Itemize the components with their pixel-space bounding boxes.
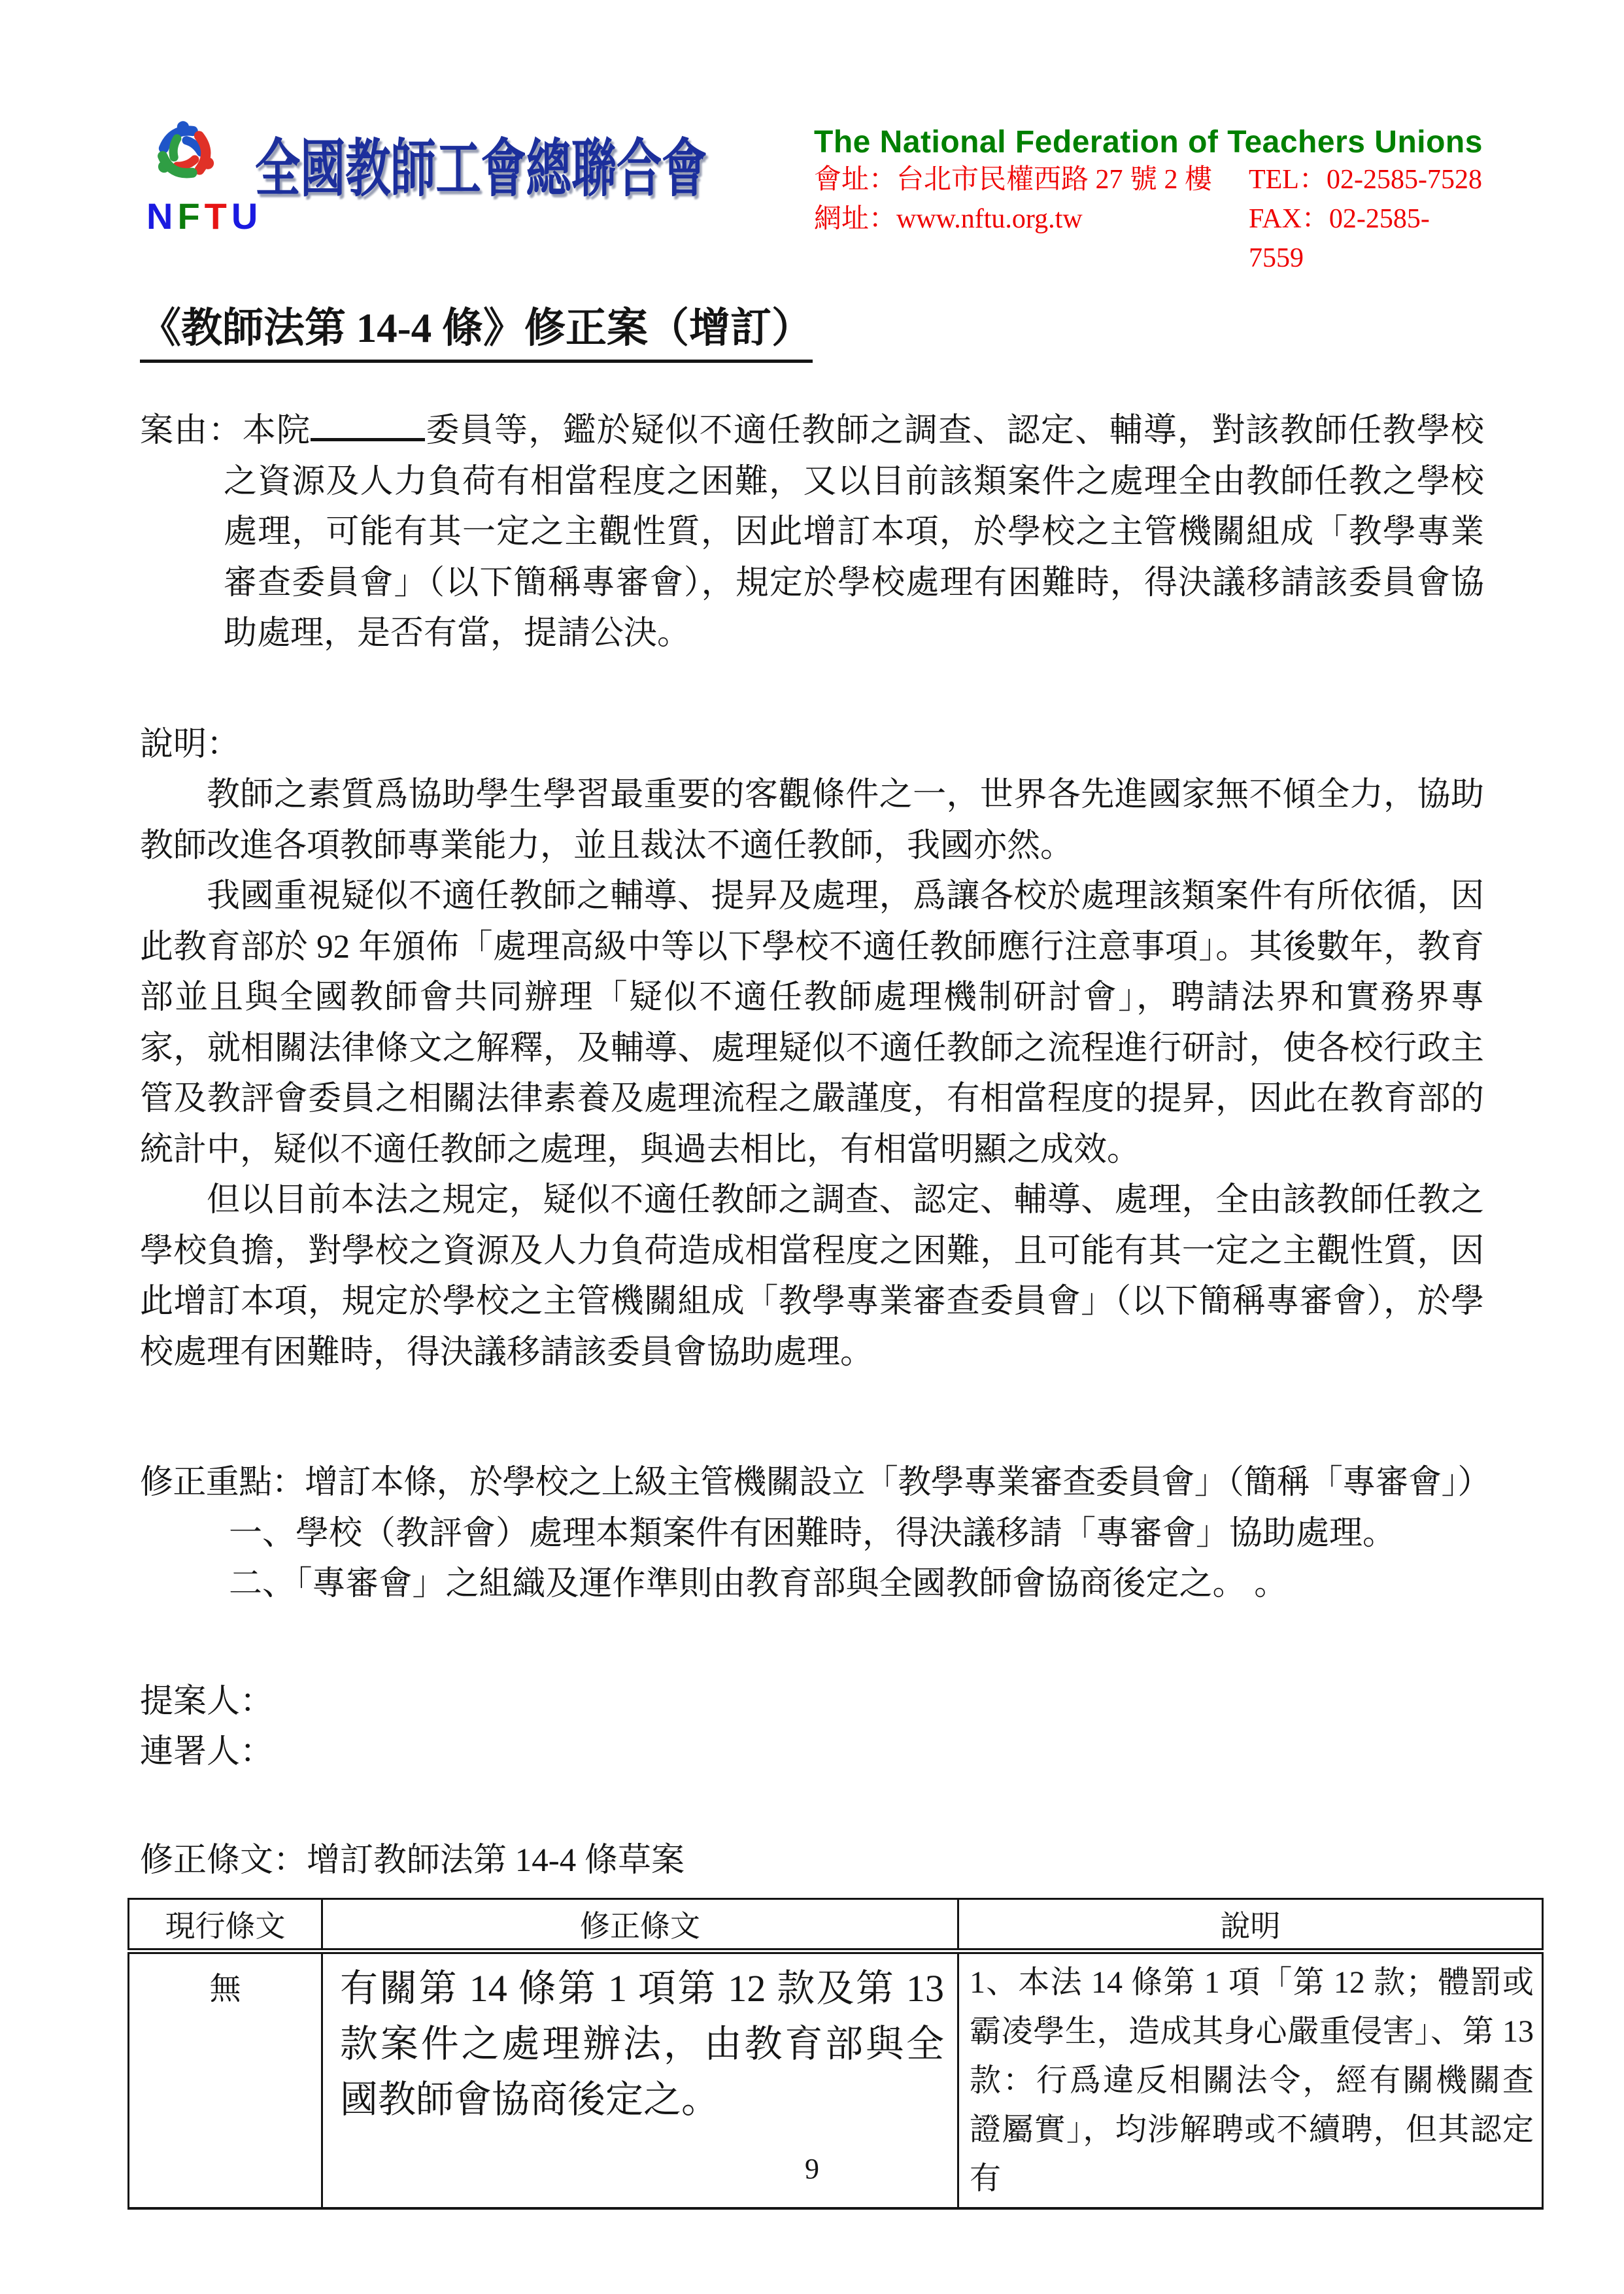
acronym-letter: T bbox=[204, 195, 231, 237]
key-points-intro: 修正重點：增訂本條，於學校之上級主管機關設立「教學專業審查委員會」（簡稱「專審會」） bbox=[140, 1464, 1491, 1501]
contact-block bbox=[814, 110, 1484, 278]
column-header-current: 現行條文 bbox=[129, 1899, 322, 1951]
contact-row-web bbox=[814, 199, 1484, 278]
org-name-english: The National Federation of Teachers Unions bbox=[814, 125, 1483, 160]
explanation-label: 說明： bbox=[140, 726, 241, 763]
document-title-text: 《教師法第 14-4 條》修正案（增訂） bbox=[140, 295, 813, 363]
nftu-logo-icon bbox=[145, 111, 225, 191]
case-reason-prefix: 案由：本院 bbox=[140, 413, 311, 449]
explanation-paragraph: 我國重視疑似不適任教師之輔導、提昇及處理，爲讓各校於處理該類案件有所依循，因此教育部於 92 年頒佈「處理高級中等以下學校不適任教師應行注意事項」。其後數年，教育部並且與全國教師會共同辦理「疑似不適任教師處理機制研討會」，聘請法界和實務界專家，就相關法律條文之解釋，及輔導、處理疑似不適任教師之流程進行研討，使各校行政主管及教評會委員之相關法律素養及處理流程之嚴謹度，有相當程度的提昇，因此在教育部的統計中，疑似不適任教師之處理，與過去相比，有相當明顯之成效。 bbox=[140, 878, 1484, 1168]
page-number: 9 bbox=[805, 2153, 819, 2185]
case-reason-body: 委員等，鑑於疑似不適任教師之調查、認定、輔導，對該教師任教學校之資源及人力負荷有相當程度之困難，又以目前該類案件之處理全由教師任教之學校處理，可能有其一定之主觀性質，因此增訂本項，於學校之主管機關組成「教學專業審查委員會」（以下簡稱專審會），規定於學校處理有困難時，得決議移請該委員會協助處理，是否有當，提請公決。 bbox=[224, 413, 1484, 652]
amendment-table-caption: 修正條文：增訂教師法第 14-4 條草案 bbox=[140, 1842, 685, 1879]
letterhead bbox=[140, 110, 1484, 278]
explanation-paragraph: 教師之素質爲協助學生學習最重要的客觀條件之一，世界各先進國家無不傾全力，協助教師改進各項教師專業能力，並且裁汰不適任教師，我國亦然。 bbox=[140, 777, 1484, 864]
case-reason-paragraph bbox=[140, 406, 1484, 660]
document-title bbox=[140, 295, 1484, 363]
org-website: 網址：www.nftu.org.tw bbox=[814, 204, 1083, 234]
explanation-paragraph: 但以目前本法之規定，疑似不適任教師之調查、認定、輔導、處理，全由該教師任教之學校負擔，對學校之資源及人力負荷造成相當程度之困難，且可能有其一定之主觀性質，因此增訂本項，規定於學校之主管機關組成「教學專業審查委員會」（以下簡稱專審會），於學校處理有困難時，得決議移請該委員會協助處理。 bbox=[140, 1182, 1484, 1371]
acronym-letter: F bbox=[177, 195, 205, 237]
org-fax: FAX：02-2585-7559 bbox=[1249, 204, 1430, 273]
cell-explanation: 1、本法 14 條第 1 項「第 12 款；體罰或霸凌學生，造成其身心嚴重侵害」、第 13 款：行爲違反相關法令，經有關機關查證屬實」，均涉解聘或不續聘，但其認定有 bbox=[958, 1951, 1543, 2209]
acronym-letter: U bbox=[231, 195, 263, 237]
key-point-item: 一、學校（教評會）處理本類案件有困難時，得決議移請「專審會」協助處理。 bbox=[229, 1515, 1396, 1552]
acronym-letter: N bbox=[146, 195, 178, 237]
org-acronym bbox=[146, 195, 262, 237]
cell-current-article: 無 bbox=[129, 1951, 322, 2209]
org-address: 會址：台北市民權西路 27 號 2 樓 bbox=[814, 165, 1213, 195]
cell-amended-article: 有關第 14 條第 1 項第 12 款及第 13 款案件之處理辦法，由教育部與全國教師會協商後定之。 bbox=[322, 1951, 958, 2209]
contact-row-address bbox=[814, 160, 1484, 199]
logo-block bbox=[140, 110, 814, 248]
column-header-amended: 修正條文 bbox=[322, 1899, 958, 1951]
key-point-item: 二、「專審會」之組織及運作準則由教育部與全國教師會協商後定之。 。 bbox=[229, 1566, 1288, 1602]
org-tel: TEL：02-2585-7528 bbox=[1249, 165, 1482, 195]
proposer-line: 提案人： bbox=[140, 1683, 274, 1720]
org-name-chinese: 全國教師工會總聯合會 bbox=[255, 134, 707, 204]
cosigner-line: 連署人： bbox=[140, 1734, 274, 1770]
table-header-row bbox=[129, 1899, 1543, 1951]
column-header-explanation: 說明 bbox=[958, 1899, 1543, 1951]
fill-in-blank-line bbox=[311, 409, 425, 441]
